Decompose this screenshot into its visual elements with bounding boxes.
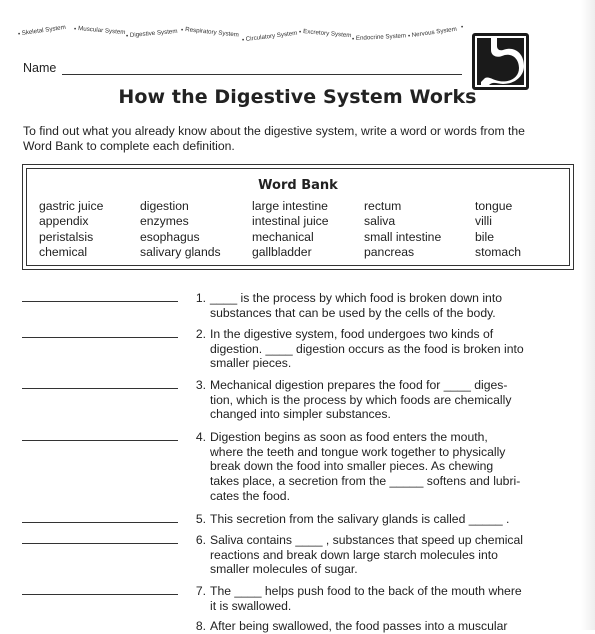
banner-item: Muscular System (77, 25, 126, 37)
banner-separator: • (242, 37, 245, 44)
word-bank-word: stomach (475, 245, 522, 260)
word-bank-word: gastric juice (39, 199, 104, 213)
word-bank-word: small intestine (364, 229, 442, 244)
word-bank-word: large intestine (252, 199, 328, 213)
question-text: Mechanical digestion prepares the food for ____ diges- tion, which is the process by which foods are chemically changed into simpler substances. (210, 378, 512, 422)
word-bank-column (39, 199, 140, 261)
question-number: 6. (195, 533, 206, 547)
stomach-logo (472, 33, 529, 90)
word-bank-word: enzymes (140, 214, 189, 229)
banner-separator: • (74, 26, 77, 33)
question-text: ____ is the process by which food is broken down into substances that can be used by the cells of the body. (210, 291, 502, 320)
question-number: 1. (195, 291, 206, 305)
banner-item: Skeletal System (21, 23, 67, 37)
page-edge-shadow (581, 0, 595, 630)
word-bank-title: Word Bank (258, 178, 338, 193)
question-text: After being swallowed, the food passes into a muscular (210, 619, 508, 633)
answer-blank[interactable] (22, 594, 178, 595)
banner-item: Respiratory System (184, 26, 240, 39)
answer-blank[interactable] (22, 301, 178, 302)
question-number: 3. (195, 378, 206, 392)
question-number: 5. (195, 512, 206, 526)
word-bank-word: villi (475, 214, 492, 229)
answer-blank[interactable] (22, 337, 178, 338)
word-bank-word: digestion (140, 199, 189, 213)
question-text: Digestion begins as soon as food enters the mouth, where the teeth and tongue work together to physically break down the food into smaller pieces. As chewing takes place, a secretion from the _____ softens and lubri- cates the food. (210, 430, 521, 503)
body-systems-banner (0, 0, 470, 60)
question-number: 2. (195, 327, 206, 341)
answer-blank[interactable] (22, 440, 178, 441)
word-bank-word: appendix (39, 214, 89, 229)
word-bank-grid (39, 199, 561, 261)
question-text: Saliva contains ____ , substances that speed up chemical reactions and break down large starch molecules into smaller molecules of sugar. (210, 533, 524, 577)
word-bank-word: salivary glands (140, 245, 221, 260)
word-bank-word: esophagus (140, 229, 200, 244)
word-bank-word: pancreas (364, 245, 415, 260)
banner-separator: • (461, 24, 464, 31)
word-bank-word: intestinal juice (252, 214, 329, 229)
word-bank (22, 164, 574, 270)
word-bank-word: rectum (364, 199, 402, 213)
word-bank-column (475, 199, 555, 261)
word-bank-word: tongue (475, 199, 513, 213)
banner-item: Nervous System (411, 25, 458, 39)
stomach-icon (475, 36, 526, 87)
instructions: To find out what you already know about the digestive system, write a word or words from the Word Bank to complete each definition. (23, 124, 525, 153)
name-field[interactable] (62, 74, 462, 75)
banner-separator: • (181, 27, 184, 34)
word-bank-word: bile (475, 229, 494, 244)
question-number: 7. (195, 584, 206, 598)
word-bank-word: chemical (39, 245, 88, 260)
banner-separator: • (18, 31, 21, 38)
banner-item: Endocrine System (355, 32, 407, 42)
name-label: Name (23, 61, 57, 75)
question-text: In the digestive system, food undergoes two kinds of digestion. ____ digestion occurs as the food is broken into smaller pieces. (210, 327, 524, 371)
word-bank-word: mechanical (252, 229, 314, 244)
answer-blank[interactable] (22, 543, 178, 544)
banner-item: Circulatory System (245, 29, 298, 43)
question-text: This secretion from the salivary glands is called _____ . (210, 512, 510, 526)
question-text: The ____ helps push food to the back of the mouth where it is swallowed. (210, 584, 522, 613)
banner-item: Digestive System (129, 27, 178, 39)
word-bank-column (364, 199, 475, 261)
question-number: 4. (195, 430, 206, 444)
banner-separator: • (299, 29, 302, 36)
word-bank-column (140, 199, 252, 261)
word-bank-column (252, 199, 364, 261)
banner-separator: • (408, 33, 411, 40)
page-title: How the Digestive System Works (118, 86, 477, 108)
question-number: 8. (195, 619, 206, 633)
word-bank-inner-border (26, 168, 570, 266)
word-bank-word: saliva (364, 214, 396, 229)
banner-item: Excretory System (302, 28, 352, 40)
answer-blank[interactable] (22, 388, 178, 389)
banner-separator: • (352, 36, 355, 43)
answer-blank[interactable] (22, 522, 178, 523)
banner-separator: • (126, 33, 129, 40)
word-bank-word: gallbladder (252, 245, 312, 260)
word-bank-word: peristalsis (39, 229, 94, 244)
